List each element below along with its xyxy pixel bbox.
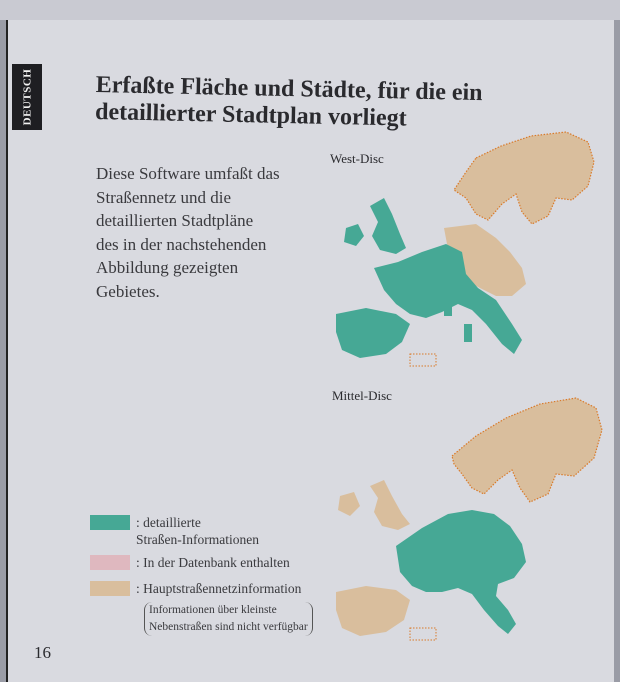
west-scandinavia	[454, 132, 594, 224]
mittel-islands	[410, 628, 436, 640]
language-tab	[12, 64, 42, 130]
intro-line: des in der nachstehenden	[96, 234, 267, 254]
west-disc-label: West-Disc	[330, 151, 384, 166]
intro-paragraph	[96, 162, 326, 303]
legend-main-roads-label: : Hauptstraßennetzinformation	[136, 581, 302, 596]
main-roads-swatch	[90, 581, 130, 596]
legend-note-line-1: Informationen über kleinste	[149, 604, 277, 616]
legend-detailed-line-2: Straßen-Informationen	[136, 532, 259, 547]
intro-line: Abbildung gezeigten	[96, 258, 239, 277]
page-title-line-1: Erfaßte Fläche und Städte, für die ein	[95, 72, 483, 107]
mittel-detailed-area	[396, 510, 526, 634]
legend-detailed-line-1: : detaillierte	[136, 515, 201, 530]
mittel-scandinavia	[452, 398, 602, 502]
page-title-line-2: detaillierter Stadtplan vorliegt	[94, 98, 407, 132]
intro-line: Diese Software umfaßt das	[96, 164, 280, 183]
mittel-british-isles	[338, 480, 410, 530]
top-margin	[0, 0, 620, 20]
legend-database-label: : In der Datenbank enthalten	[136, 555, 290, 570]
intro-line: detaillierten Stadtpläne	[96, 211, 254, 230]
west-disc-map	[326, 128, 606, 368]
page-title	[95, 72, 536, 135]
mittel-disc-map	[326, 396, 606, 646]
mittel-disc-label: Mittel-Disc	[332, 388, 392, 403]
legend-note	[144, 602, 313, 636]
west-islands	[410, 354, 436, 366]
intro-line: Gebietes.	[96, 281, 160, 301]
detailed-swatch	[90, 515, 130, 530]
database-swatch	[90, 555, 130, 570]
intro-line: Straßennetz und die	[96, 187, 232, 207]
mittel-iberia	[336, 586, 410, 636]
language-tab-label: DEUTSCH	[21, 68, 33, 126]
page-number: 16	[34, 643, 51, 662]
legend-note-line-2: Nebenstraßen sind nicht verfügbar	[149, 621, 308, 633]
